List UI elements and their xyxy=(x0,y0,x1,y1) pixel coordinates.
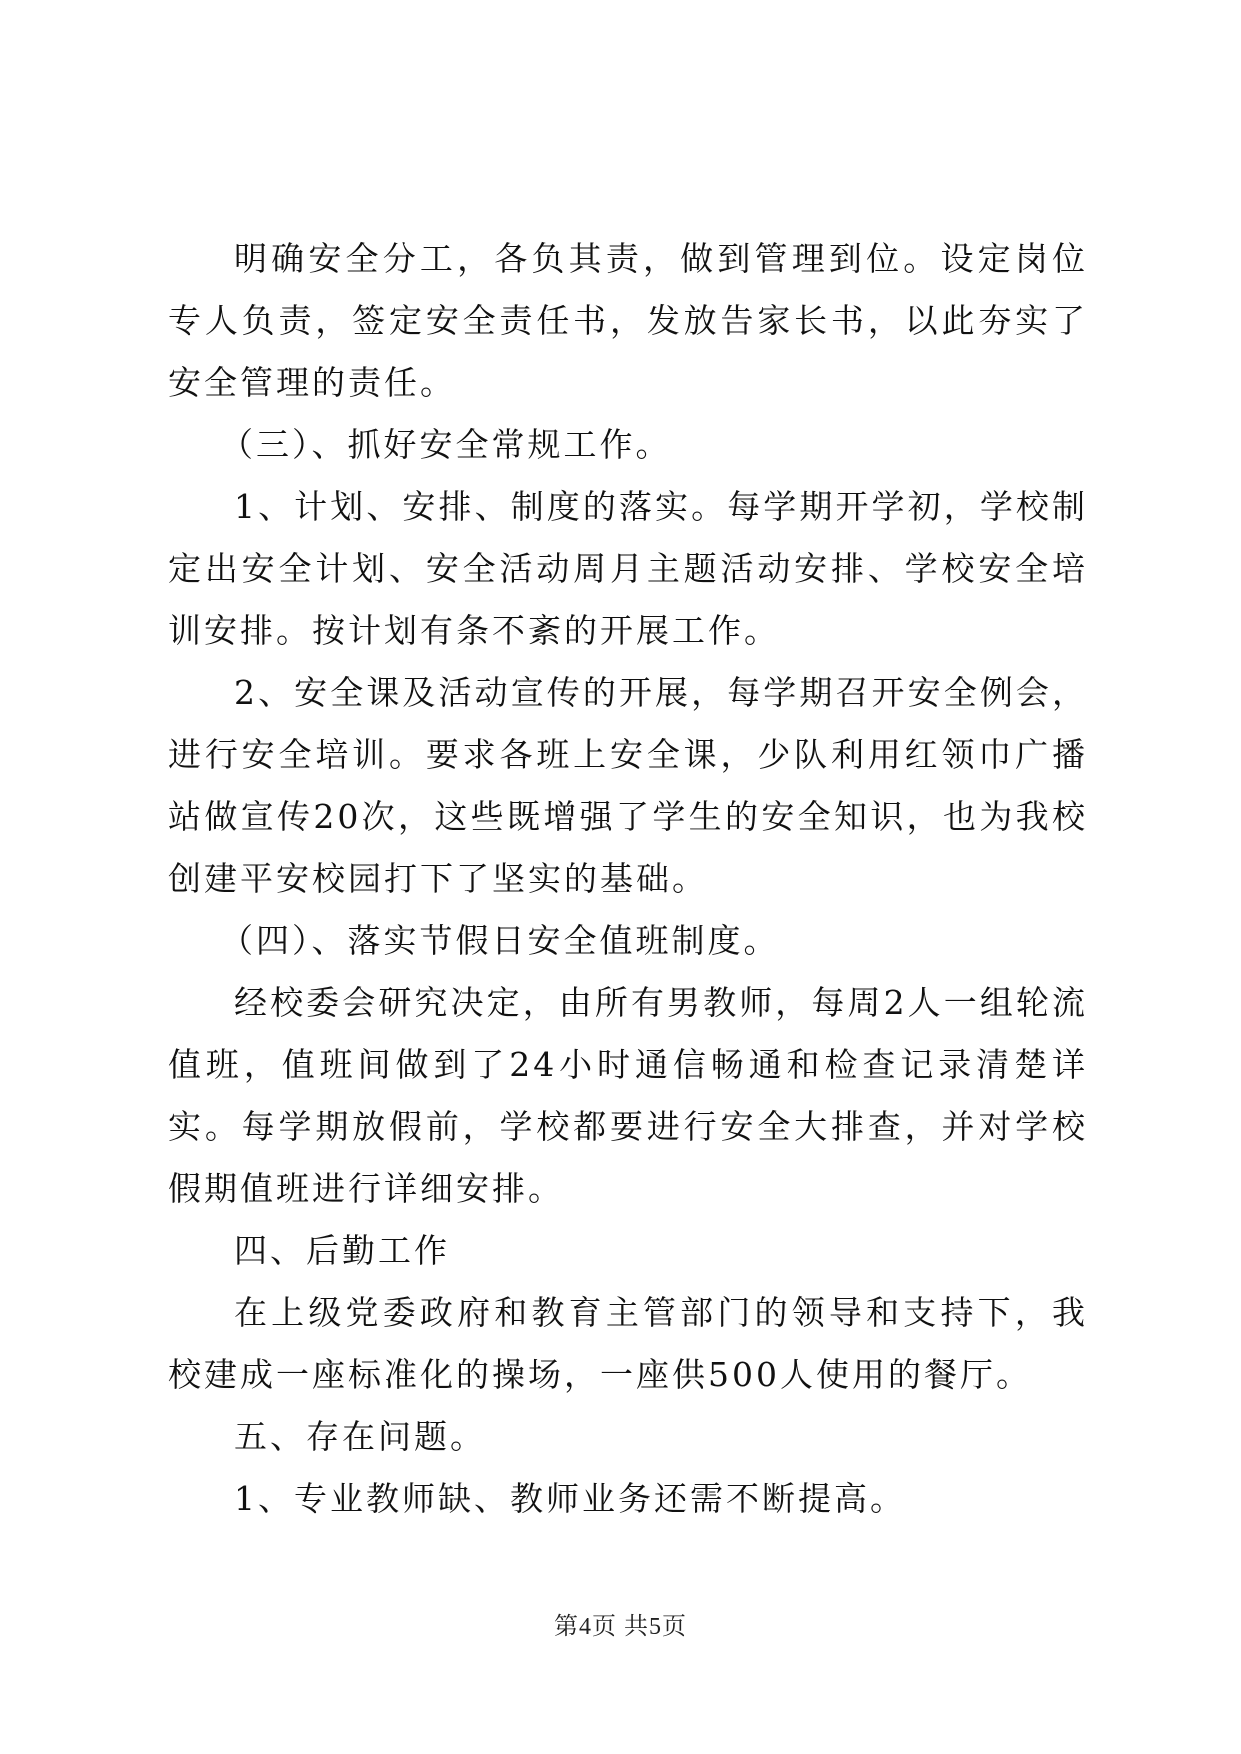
subheading-holiday-duty: （四）、落实节假日安全值班制度。 xyxy=(220,921,780,960)
heading-logistics: 四、后勤工作 xyxy=(234,1231,450,1270)
paragraph-problem-1: 1、专业教师缺、教师业务还需不断提高。 xyxy=(234,1479,906,1518)
document-body xyxy=(168,228,1088,1530)
page-number-footer: 第4页 共5页 xyxy=(554,1614,687,1640)
paragraph-duty-arrangement: 经校委会研究决定，由所有男教师，每周2人一组轮流值班，值班间做到了24小时通信畅通和检查记录清楚详实。每学期放假前，学校都要进行安全大排查，并对学校假期值班进行详细安排。 xyxy=(168,983,1088,1208)
subheading-safety-routine: （三）、抓好安全常规工作。 xyxy=(220,425,672,464)
paragraph-safety-classes: 2、安全课及活动宣传的开展，每学期召开安全例会，进行安全培训。要求各班上安全课，少队利用红领巾广播站做宣传20次，这些既增强了学生的安全知识，也为我校创建平安校园打下了坚实的基础。 xyxy=(168,673,1088,898)
paragraph-safety-division: 明确安全分工，各负其责，做到管理到位。设定岗位专人负责，签定安全责任书，发放告家长书，以此夯实了安全管理的责任。 xyxy=(168,239,1088,402)
paragraph-plan-implementation: 1、计划、安排、制度的落实。每学期开学初，学校制定出安全计划、安全活动周月主题活动安排、学校安全培训安排。按计划有条不紊的开展工作。 xyxy=(168,487,1088,650)
paragraph-logistics: 在上级党委政府和教育主管部门的领导和支持下，我校建成一座标准化的操场，一座供500人使用的餐厅。 xyxy=(168,1293,1088,1394)
heading-problems: 五、存在问题。 xyxy=(234,1417,486,1456)
